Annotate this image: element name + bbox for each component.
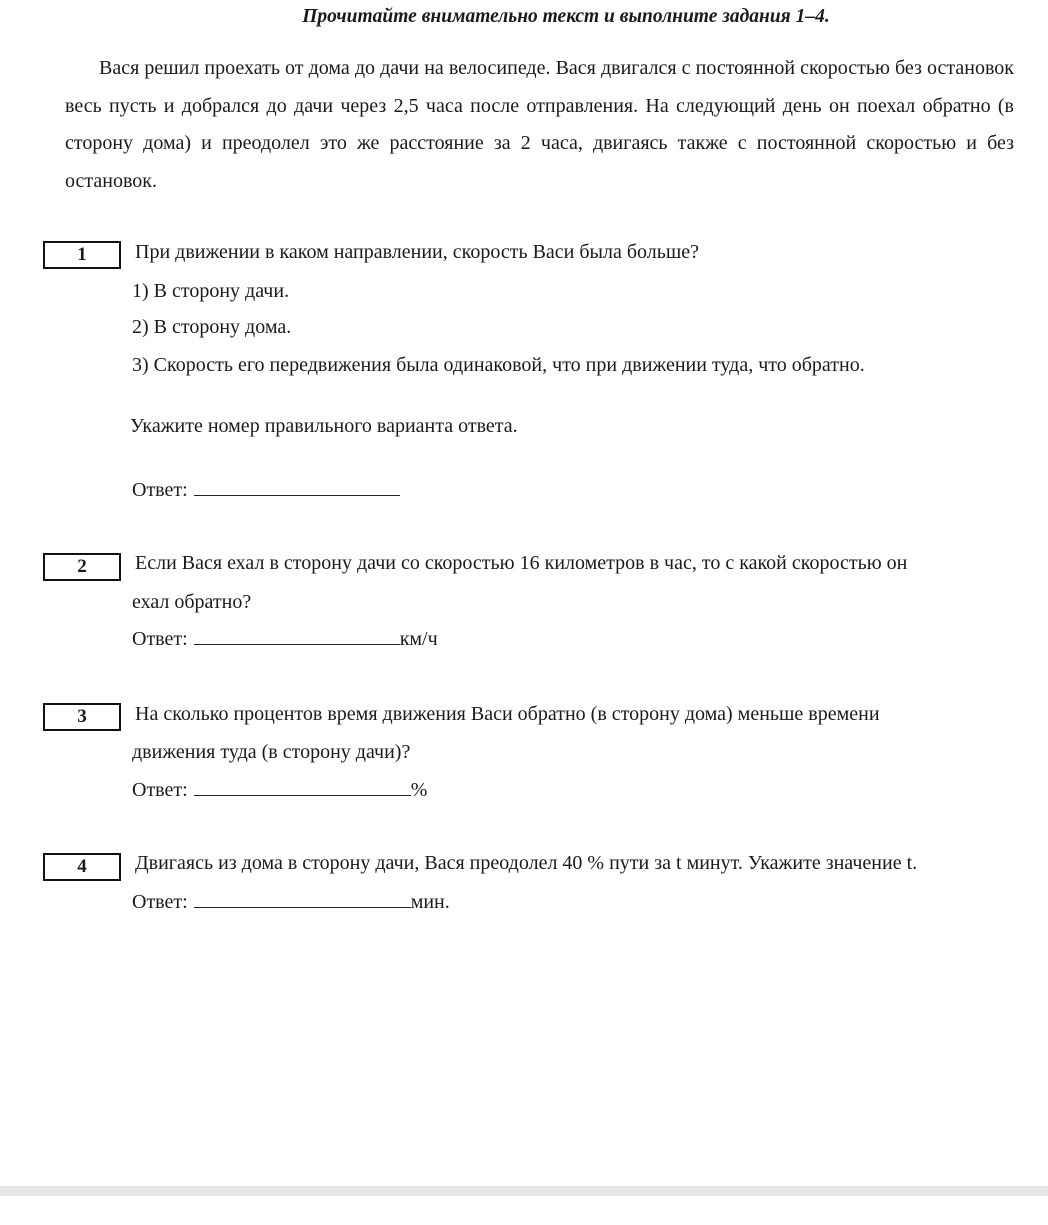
answer-option-1: 1) В сторону дачи. (132, 280, 290, 302)
answer-label: Ответ: (132, 779, 188, 801)
answer-option-2: 2) В сторону дома. (132, 316, 292, 338)
task-question-line-2: ехал обратно? (132, 591, 252, 613)
answer-option-3: 3) Скорость его передвижения была одинаковой, что при движении туда, что обратно. (132, 354, 865, 376)
answer-label: Ответ: (132, 479, 188, 501)
task-instruction: Укажите номер правильного варианта ответа. (130, 415, 518, 437)
task-number-box: 2 (43, 553, 121, 581)
answer-row (132, 777, 427, 802)
answer-row (132, 477, 400, 502)
task-question-line-1: Если Вася ехал в сторону дачи со скоростью 16 километров в час, то с какой скоростью он (135, 552, 908, 574)
task-number-box: 1 (43, 241, 121, 269)
answer-unit: % (410, 779, 428, 801)
page-title: Прочитайте внимательно текст и выполните задания 1–4. (302, 6, 830, 27)
answer-unit: мин. (410, 891, 450, 913)
task-question-line-2: движения туда (в сторону дачи)? (132, 741, 411, 763)
task-number-box: 3 (43, 703, 121, 731)
answer-unit: км/ч (399, 628, 438, 650)
answer-label: Ответ: (132, 628, 188, 650)
task-number-box: 4 (43, 853, 121, 881)
answer-blank[interactable] (194, 626, 400, 645)
answer-label: Ответ: (132, 891, 188, 913)
task-question: Двигаясь из дома в сторону дачи, Вася преодолел 40 % пути за t минут. Укажите значение t. (135, 852, 918, 874)
task-question-line-1: На сколько процентов время движения Васи обратно (в сторону дома) меньше времени (135, 703, 880, 725)
answer-blank[interactable] (194, 889, 411, 908)
answer-row (132, 626, 438, 651)
task-question: При движении в каком направлении, скорость Васи была больше? (135, 241, 700, 263)
bottom-divider (0, 1186, 1048, 1196)
answer-blank[interactable] (194, 777, 411, 796)
intro-text: Вася решил проехать от дома до дачи на велосипеде. Вася двигался с постоянной скоростью без остановок весь пусть и добрался до дачи через 2,5 часа после отправления. На следующий день он поехал обратно (в сторону дома) и преодолел это же расстояние за 2 часа, двигаясь также с постоянной скоростью и без остановок. (65, 57, 1014, 192)
answer-row (132, 889, 450, 914)
answer-blank[interactable] (194, 477, 400, 496)
